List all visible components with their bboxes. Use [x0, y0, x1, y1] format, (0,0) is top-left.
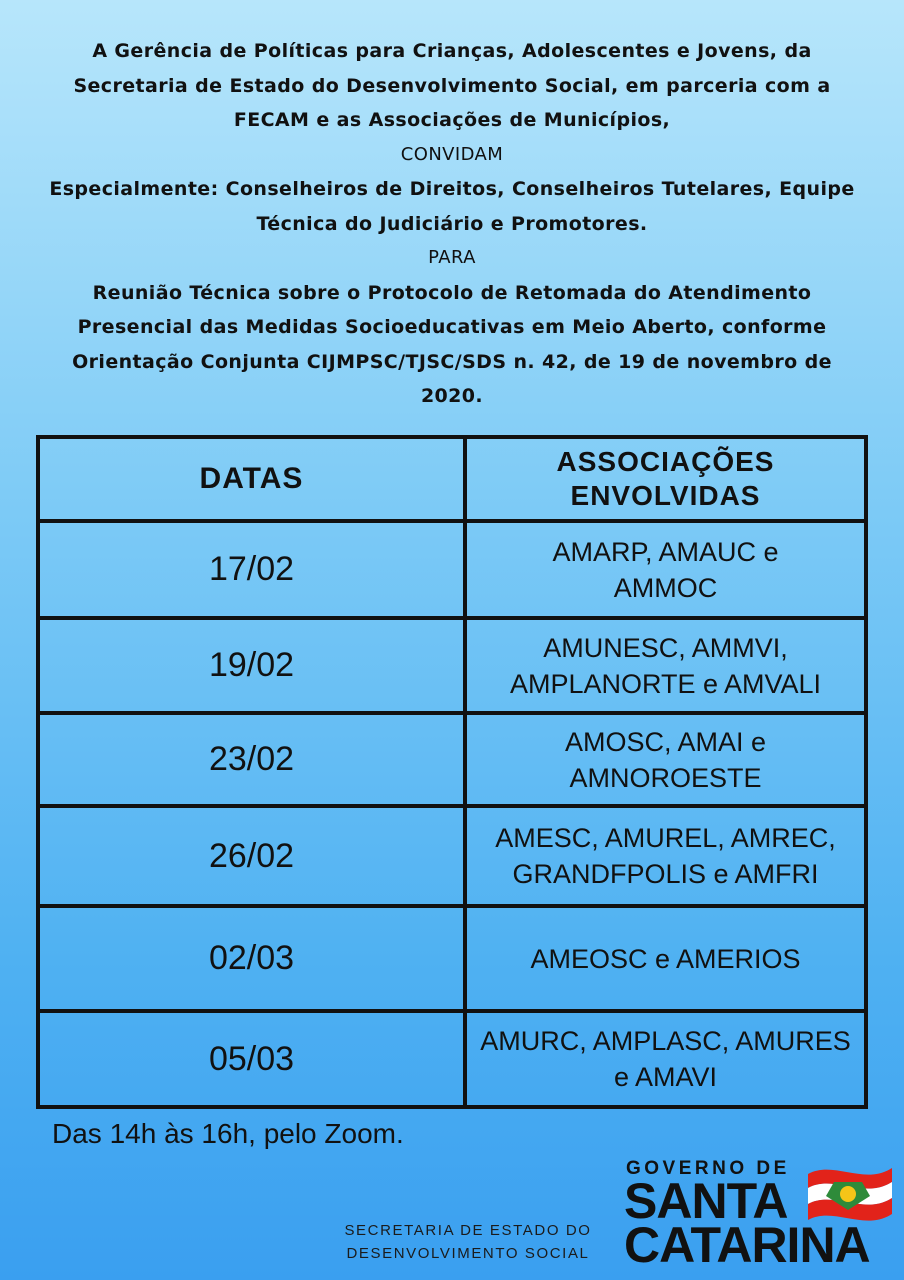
row-date: 02/03 — [40, 908, 467, 1013]
assoc-text: AMPLANORTE e AMVALI — [509, 668, 822, 699]
row-date: 26/02 — [40, 808, 467, 908]
row-associations — [467, 808, 864, 908]
convidam-label: CONVIDAM — [400, 143, 504, 165]
intro-line-1: A Gerência de Políticas para Crianças, Adolescentes e Jovens, da — [92, 40, 812, 62]
row-associations — [467, 715, 864, 808]
assoc-text: AMNOROESTE — [569, 762, 762, 793]
row-associations — [467, 1013, 864, 1105]
row-associations — [467, 908, 864, 1013]
assoc-text: GRANDFPOLIS e AMFRI — [512, 859, 819, 889]
meeting-line-1: Reunião Técnica sobre o Protocolo de Retomada do Atendimento — [92, 281, 812, 304]
row-date: 23/02 — [40, 715, 467, 808]
audience-line-2: Técnica do Judiciário e Promotores. — [256, 212, 648, 235]
invitation-text — [10, 34, 894, 414]
secretaria-line-1: SECRETARIA DE ESTADO DO — [344, 1222, 592, 1239]
row-associations — [467, 620, 864, 715]
assoc-text: AMUNESC, AMMVI, — [543, 632, 788, 663]
schedule-note: Das 14h às 16h, pelo Zoom. — [52, 1118, 404, 1149]
assoc-text: AMMOC — [613, 572, 718, 603]
logo-governo-de: GOVERNO DE — [626, 1158, 790, 1179]
secretaria-label — [332, 1219, 604, 1265]
assoc-text: AMOSC, AMAI e — [564, 726, 767, 757]
intro-line-3: FECAM e as Associações de Municípios, — [233, 109, 671, 131]
intro-line-2: Secretaria de Estado do Desenvolvimento Social, em parceria com a — [73, 74, 831, 97]
assoc-text: e AMAVI — [613, 1062, 718, 1092]
row-date: 19/02 — [40, 620, 467, 715]
secretaria-line-2: DESENVOLVIMENTO SOCIAL — [346, 1245, 590, 1262]
row-date: 17/02 — [40, 523, 467, 620]
header-associations — [467, 439, 864, 523]
assoc-text: AMURC, AMPLASC, AMURES — [480, 1026, 851, 1056]
row-date: 05/03 — [40, 1013, 467, 1105]
assoc-text: AMEOSC e AMERIOS — [530, 943, 801, 974]
government-logo — [624, 1158, 896, 1273]
meeting-line-4: 2020. — [420, 385, 484, 407]
logo-santa: SANTA — [624, 1173, 788, 1229]
logo-catarina: CATARINA — [624, 1217, 870, 1273]
audience-line-1: Especialmente: Conselheiros de Direitos, Conselheiros Tutelares, Equipe — [49, 178, 855, 200]
para-label: PARA — [428, 247, 476, 268]
header-dates: DATAS — [40, 439, 467, 523]
state-flag-icon — [804, 1160, 896, 1226]
header-associations-line-1: ASSOCIAÇÕES — [556, 446, 775, 477]
meeting-line-2: Presencial das Medidas Socioeducativas em Meio Aberto, conforme — [77, 316, 827, 338]
schedule-table — [36, 435, 868, 1109]
assoc-text: AMESC, AMUREL, AMREC, — [495, 823, 836, 853]
meeting-line-3: Orientação Conjunta CIJMPSC/TJSC/SDS n. 42, de 19 de novembro de — [72, 350, 832, 373]
assoc-text: AMARP, AMAUC e — [552, 536, 779, 567]
row-associations — [467, 523, 864, 620]
header-associations-line-2: ENVOLVIDAS — [570, 480, 761, 511]
